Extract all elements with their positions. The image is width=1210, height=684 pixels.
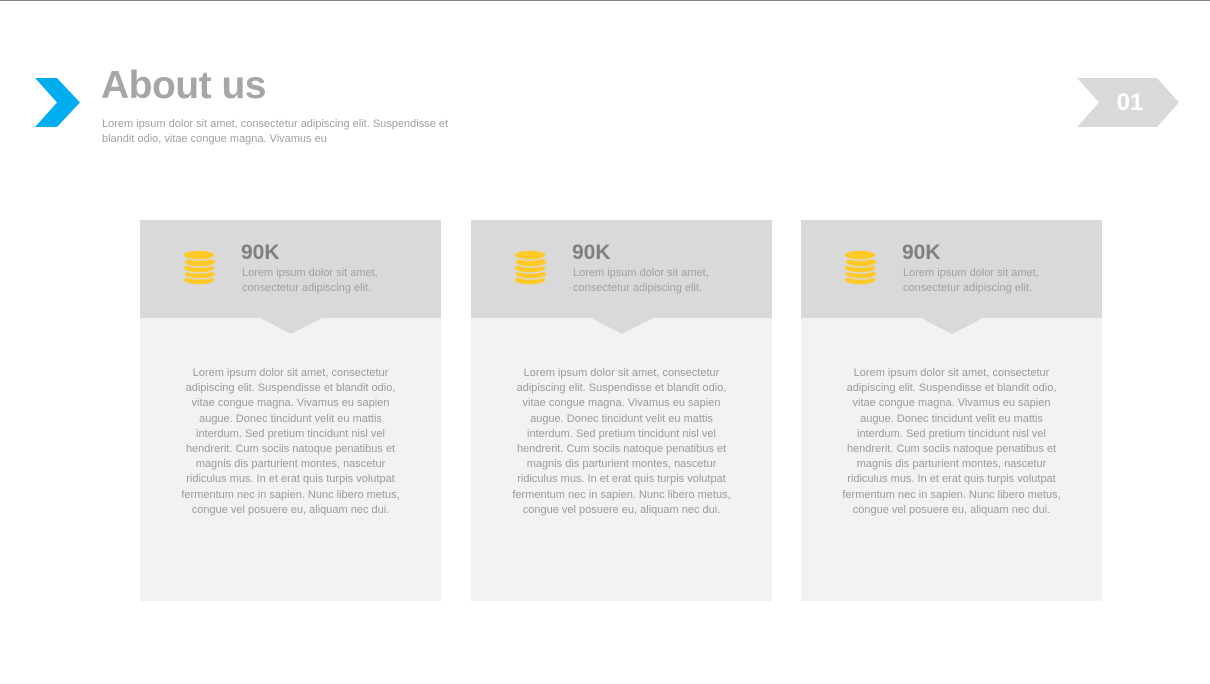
card-body-text: Lorem ipsum dolor sit amet, consectetur adipiscing elit. Suspendisse et blandit odio, vitae congue magna. Vivamus eu sapien augue. Donec tincidunt velit eu mattis interdum. Sed pretium tincidunt nisl vel hendrerit. Cum sociis natoque penatibus et magnis dis parturient montes, nascetur ridiculus mus. In et erat quis turpis volutpat fermentum nec in sapien. Nunc libero metus, congue vel posuere eu, aliquam nec dui.	[181, 367, 400, 516]
card-pointer	[921, 318, 983, 334]
card-body-text: Lorem ipsum dolor sit amet, consectetur adipiscing elit. Suspendisse et blandit odio, vitae congue magna. Vivamus eu sapien augue. Donec tincidunt velit eu mattis interdum. Sed pretium tincidunt nisl vel hendrerit. Cum sociis natoque penatibus et magnis dis parturient montes, nascetur ridiculus mus. In et erat quis turpis volutpat fermentum nec in sapien. Nunc libero metus, congue vel posuere eu, aliquam nec dui.	[842, 367, 1061, 516]
card-header	[140, 220, 441, 318]
card-header	[471, 220, 772, 318]
coins-icon	[843, 248, 879, 286]
page-number: 01	[1116, 89, 1144, 116]
card-description: Lorem ipsum dolor sit amet, consectetur adipiscing elit.	[242, 267, 378, 294]
coins-icon	[182, 248, 218, 286]
card-value: 90K	[572, 241, 611, 264]
info-card	[801, 220, 1102, 601]
top-divider	[0, 0, 1210, 1]
card-description: Lorem ipsum dolor sit amet, consectetur adipiscing elit.	[573, 267, 709, 294]
card-value: 90K	[241, 241, 280, 264]
page-subtitle: Lorem ipsum dolor sit amet, consectetur adipiscing elit. Suspendisse et blandit odio, vitae congue magna. Vivamus eu	[102, 118, 449, 145]
card-body-text: Lorem ipsum dolor sit amet, consectetur adipiscing elit. Suspendisse et blandit odio, vitae congue magna. Vivamus eu sapien augue. Donec tincidunt velit eu mattis interdum. Sed pretium tincidunt nisl vel hendrerit. Cum sociis natoque penatibus et magnis dis parturient montes, nascetur ridiculus mus. In et erat quis turpis volutpat fermentum nec in sapien. Nunc libero metus, congue vel posuere eu, aliquam nec dui.	[512, 367, 731, 516]
coins-icon	[513, 248, 549, 286]
card-pointer	[591, 318, 653, 334]
page-title: About us	[101, 64, 266, 107]
card-header	[801, 220, 1102, 318]
card-description: Lorem ipsum dolor sit amet, consectetur adipiscing elit.	[903, 267, 1039, 294]
chevron-right-icon	[35, 78, 80, 127]
info-card	[140, 220, 441, 601]
card-pointer	[260, 318, 322, 334]
info-card	[471, 220, 772, 601]
card-value: 90K	[902, 241, 941, 264]
